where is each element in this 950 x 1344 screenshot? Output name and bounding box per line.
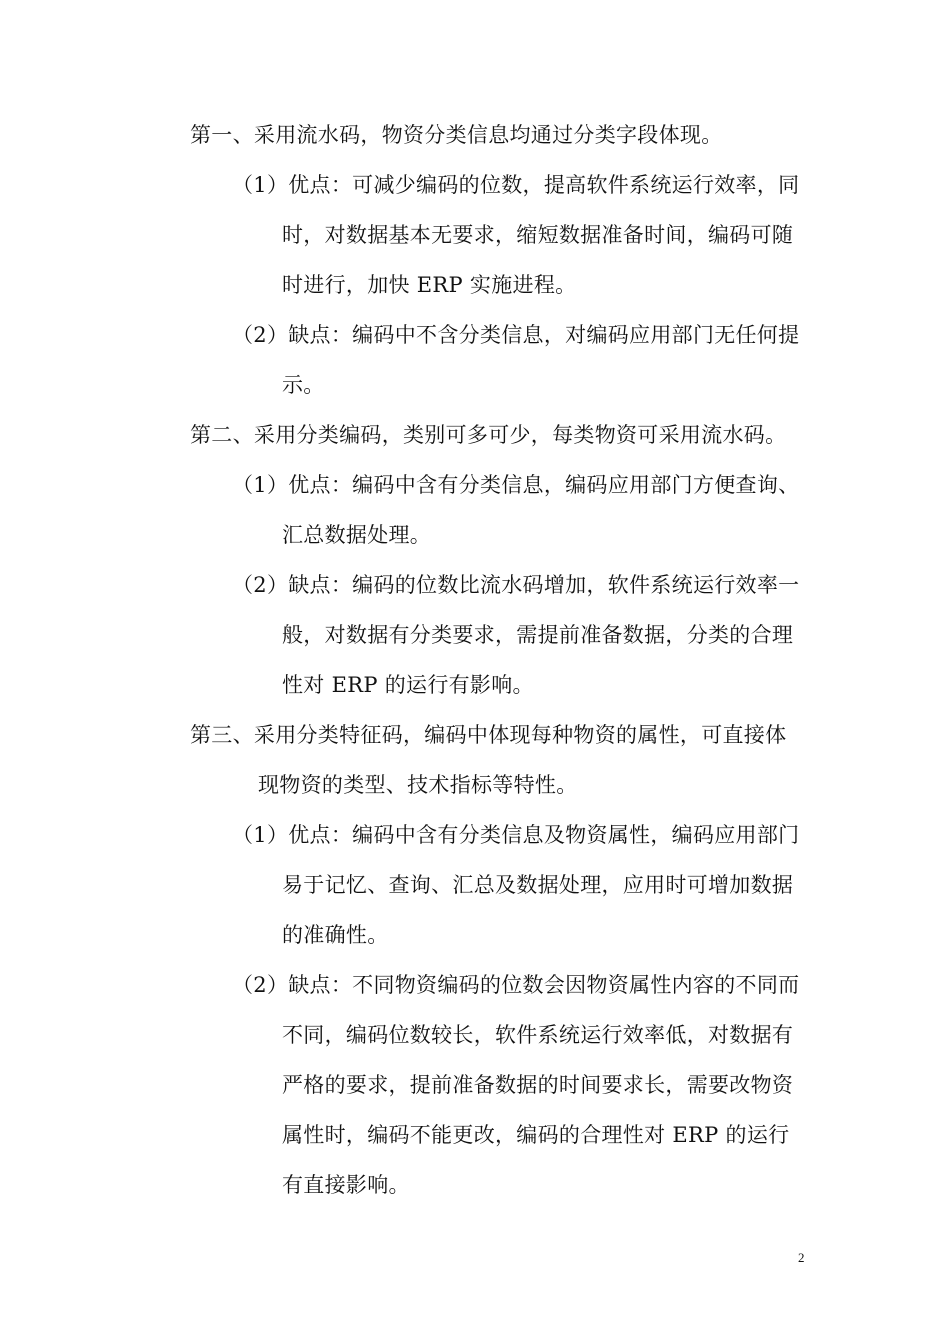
section-1-item-1-line-2: 时，对数据基本无要求，缩短数据准备时间，编码可随	[282, 223, 794, 247]
section-3-item-2-line-4: 属性时，编码不能更改，编码的合理性对 ERP 的运行	[282, 1123, 790, 1147]
section-3-item-2-line-3: 严格的要求，提前准备数据的时间要求长，需要改物资	[282, 1073, 794, 1097]
page-number: 2	[798, 1250, 805, 1265]
section-2-heading-line-1: 第二、采用分类编码，类别可多可少，每类物资可采用流水码。	[190, 423, 787, 447]
section-2-item-2-line-2: 般，对数据有分类要求，需提前准备数据，分类的合理	[282, 623, 794, 647]
section-3-item-1-line-3: 的准确性。	[282, 923, 389, 947]
section-3-item-2-line-1: （2）缺点：不同物资编码的位数会因物资属性内容的不同而	[232, 973, 800, 997]
section-1-item-1-line-3: 时进行，加快 ERP 实施进程。	[282, 273, 577, 297]
section-1-item-2-line-1: （2）缺点：编码中不含分类信息，对编码应用部门无任何提	[232, 323, 800, 347]
section-1-heading-line-1: 第一、采用流水码，物资分类信息均通过分类字段体现。	[190, 123, 723, 147]
section-2-item-1-line-1: （1）优点：编码中含有分类信息，编码应用部门方便查询、	[232, 473, 800, 497]
section-3-heading-line-1: 第三、采用分类特征码，编码中体现每种物资的属性，可直接体	[190, 723, 787, 747]
section-3-item-2-line-5: 有直接影响。	[282, 1173, 410, 1197]
section-2-item-2-line-1: （2）缺点：编码的位数比流水码增加，软件系统运行效率一	[232, 573, 800, 597]
section-3-heading-line-2: 现物资的类型、技术指标等特性。	[258, 773, 578, 797]
section-1-item-1-line-1: （1）优点：可减少编码的位数，提高软件系统运行效率，同	[232, 173, 800, 197]
section-1-item-2-line-2: 示。	[282, 373, 325, 397]
section-2-item-1-line-2: 汇总数据处理。	[282, 523, 432, 547]
section-3-item-1-line-1: （1）优点：编码中含有分类信息及物资属性，编码应用部门	[232, 823, 800, 847]
section-3-item-1-line-2: 易于记忆、查询、汇总及数据处理，应用时可增加数据	[282, 873, 794, 897]
section-3-item-2-line-2: 不同，编码位数较长，软件系统运行效率低，对数据有	[282, 1023, 794, 1047]
section-2-item-2-line-3: 性对 ERP 的运行有影响。	[282, 673, 534, 697]
